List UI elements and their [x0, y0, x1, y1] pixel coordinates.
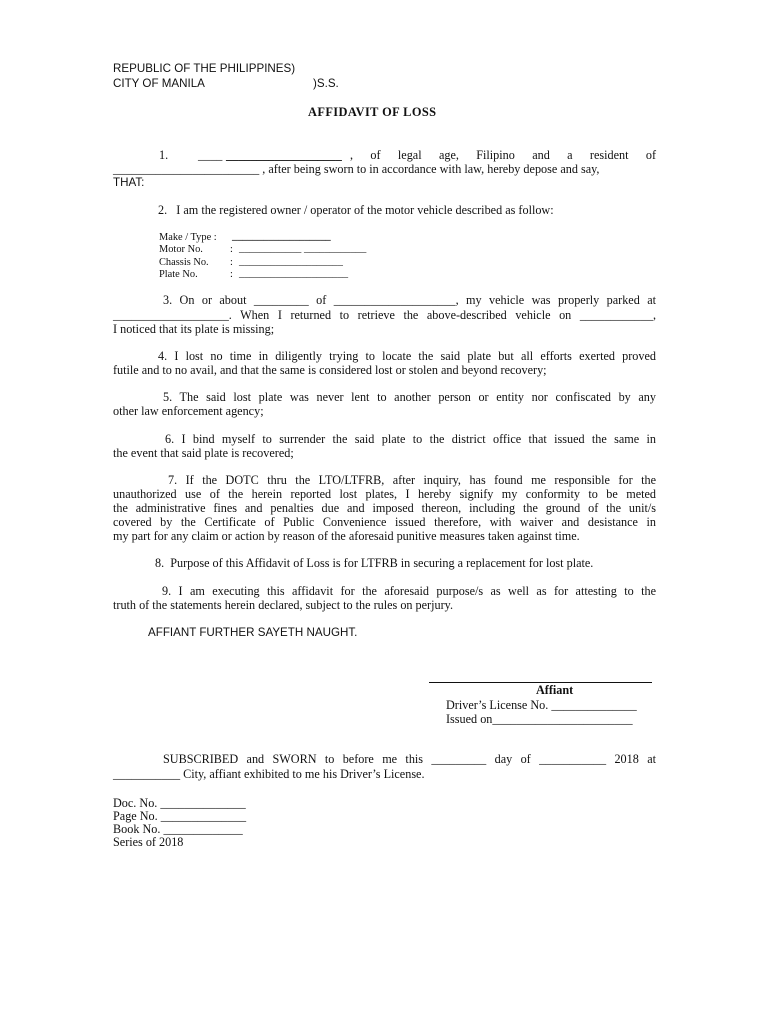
field-chassis-label: Chassis No. [159, 257, 209, 268]
series: Series of 2018 [113, 835, 184, 849]
jurat-line2: ___________ City, affiant exhibited to me his Driver’s License. [113, 767, 425, 781]
p3-line2: ___________________. When I returned to retrieve the above-described vehicle on ____________, [113, 308, 656, 322]
p8-line1: 8. Purpose of this Affidavit of Loss is for LTFRB in securing a replacement for lost plate. [155, 556, 594, 570]
p9-line1: 9. I am executing this affidavit for the aforesaid purpose/s as well as for attesting to the [162, 584, 656, 598]
p4-line1: 4. I lost no time in diligently trying to locate the said plate but all efforts exerted proved [158, 349, 656, 363]
field-make-label: Make / Type : [159, 232, 217, 243]
field-chassis-blank: ____________________ [239, 256, 343, 267]
field-plate-blank: _____________________ [239, 268, 349, 279]
issued-on-field: Issued on_______________________ [446, 712, 633, 726]
doc-no: Doc. No. ______________ [113, 796, 246, 810]
p1-text: , of legal age, Filipino and a resident of [350, 148, 656, 162]
field-make-blank: ___________________ [232, 231, 331, 242]
header-ss: )S.S. [313, 77, 339, 90]
p2-text: 2. I am the registered owner / operator of the motor vehicle described as follow: [158, 203, 554, 217]
p7-line2: unauthorized use of the herein reported lost plates, I hereby signify my conformity to be meted [113, 487, 656, 501]
p1-number: 1. [159, 148, 169, 162]
p3-line3: I noticed that its plate is missing; [113, 322, 275, 336]
p9-line2: truth of the statements herein declared, subject to the rules on perjury. [113, 598, 454, 612]
p1-line2: ________________________ , after being sworn to in accordance with law, hereby depose and say, [113, 162, 600, 176]
p7-line5: my part for any claim or action by reason of the aforesaid punitive measures taken against time. [113, 529, 580, 543]
p6-line1: 6. I bind myself to surrender the said plate to the district office that issued the same in [165, 432, 656, 446]
p7-line3: the administrative fines and penalties due and imposed thereon, including the ground of the unit/s [113, 501, 656, 515]
document-title: AFFIDAVIT OF LOSS [308, 105, 437, 119]
affiant-label: Affiant [536, 683, 574, 697]
further-sayeth: AFFIANT FURTHER SAYETH NAUGHT. [148, 626, 358, 639]
jurat-line1: SUBSCRIBED and SWORN to before me this _________ day of ___________ 2018 at [163, 752, 656, 766]
field-plate-colon: : [230, 269, 233, 280]
field-motor-label: Motor No. [159, 244, 203, 255]
p5-line1: 5. The said lost plate was never lent to another person or entity nor confiscated by any [163, 390, 656, 404]
p1-line3: THAT: [113, 176, 145, 189]
p5-line2: other law enforcement agency; [113, 404, 264, 418]
header-city: CITY OF MANILA [113, 77, 205, 90]
p7-line4: covered by the Certificate of Public Convenience issued therefore, with waiver and desistance in [113, 515, 656, 529]
page-no: Page No. ______________ [113, 809, 247, 823]
book-no: Book No. _____________ [113, 822, 243, 836]
p1-name-blank: ___________________ [226, 148, 342, 162]
header-republic: REPUBLIC OF THE PHILIPPINES) [113, 62, 296, 75]
field-motor-blank: ____________ ____________ [239, 243, 367, 254]
p7-line1: 7. If the DOTC thru the LTO/LTFRB, after inquiry, has found me responsible for the [168, 473, 656, 487]
p6-line2: the event that said plate is recovered; [113, 446, 294, 460]
p4-line2: futile and to no avail, and that the same is considered lost or stolen and beyond recovery; [113, 363, 547, 377]
field-motor-colon: : [230, 244, 233, 255]
drivers-license-field: Driver’s License No. ______________ [446, 698, 637, 712]
p3-line1: 3. On or about _________ of ____________________, my vehicle was properly parked at [163, 293, 656, 307]
field-plate-label: Plate No. [159, 269, 198, 280]
field-chassis-colon: : [230, 257, 233, 268]
p1-blank-pre: ____ [198, 148, 223, 162]
